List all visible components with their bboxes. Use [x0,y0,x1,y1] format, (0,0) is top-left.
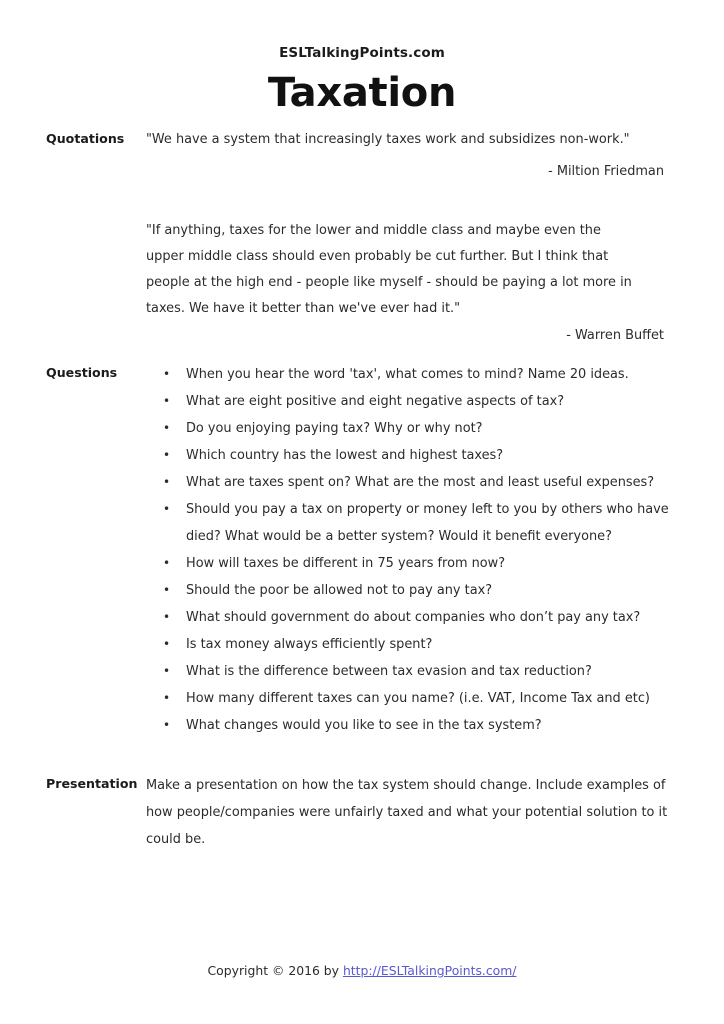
bullet-icon: • [163,691,171,705]
page-title: Taxation [267,70,457,116]
copyright-text: Copyright © 2016 by [207,963,343,978]
bullet-icon: • [163,583,171,597]
quotations-section [46,127,678,349]
bullet-icon: • [163,475,171,489]
questions-list [146,361,678,739]
quotation-attribution: - Warren Buffet [566,328,664,343]
question-item [146,388,678,415]
questions-label: Questions [46,365,118,380]
presentation-body [146,772,678,853]
bullet-icon: • [163,610,171,624]
quotations-body [146,127,678,349]
site-name: ESLTalkingPoints.com [279,45,445,61]
quotation-2 [146,218,678,349]
bullet-icon: • [163,421,171,435]
presentation-text: Make a presentation on how the tax system should change. Include examples of how people/companies were unfairly taxed and what your potential solution to it could be. [146,778,668,847]
bullet-icon: • [163,502,171,516]
question-text: Should you pay a tax on property or money left to you by others who have died? What would be a better system? Would it benefit everyone? [186,502,669,544]
bullet-icon: • [163,556,171,570]
question-item [146,469,678,496]
question-text: When you hear the word 'tax', what comes to mind? Name 20 ideas. [186,367,629,382]
quotation-text-line: upper middle class should even probably be cut further. But I think that [146,249,609,264]
question-text: Should the poor be allowed not to pay any tax? [186,583,493,598]
quotation-text-line: "If anything, taxes for the lower and middle class and maybe even the [146,223,601,238]
question-text: What changes would you like to see in the tax system? [186,718,542,733]
website-link[interactable]: http://ESLTalkingPoints.com/ [342,963,517,978]
quotation-text: "We have a system that increasingly taxes work and subsidizes non-work." [146,132,630,147]
question-item [146,415,678,442]
question-text: What is the difference between tax evasion and tax reduction? [186,664,592,679]
bullet-icon: • [163,367,171,381]
question-text: What should government do about companies who don’t pay any tax? [186,610,641,625]
question-item [146,361,678,388]
questions-section [46,361,678,739]
presentation-label: Presentation [46,776,138,791]
question-text: Which country has the lowest and highest taxes? [186,448,504,463]
question-item [146,604,678,631]
question-item [146,496,678,550]
question-text: What are eight positive and eight negative aspects of tax? [186,394,565,409]
bullet-icon: • [163,448,171,462]
question-text: Is tax money always efficiently spent? [186,637,433,652]
questions-body [146,361,678,739]
bullet-icon: • [163,664,171,678]
question-item [146,685,678,712]
question-item [146,631,678,658]
quotation-text-line: taxes. We have it better than we've ever had it." [146,301,461,316]
question-text: How many different taxes can you name? (i.e. VAT, Income Tax and etc) [186,691,650,706]
question-item [146,550,678,577]
question-text: How will taxes be different in 75 years from now? [186,556,506,571]
question-item [146,442,678,469]
bullet-icon: • [163,394,171,408]
quotation-text-line: people at the high end - people like myself - should be paying a lot more in [146,275,632,290]
question-text: Do you enjoying paying tax? Why or why not? [186,421,483,436]
question-item [146,712,678,739]
footer [0,963,724,978]
quotation-attribution: - Miltion Friedman [548,164,664,179]
question-item [146,658,678,685]
question-text: What are taxes spent on? What are the most and least useful expenses? [186,475,655,490]
quotation-1 [146,127,678,185]
bullet-icon: • [163,637,171,651]
presentation-section [46,772,678,853]
bullet-icon: • [163,718,171,732]
question-item [146,577,678,604]
quotations-label: Quotations [46,131,125,146]
